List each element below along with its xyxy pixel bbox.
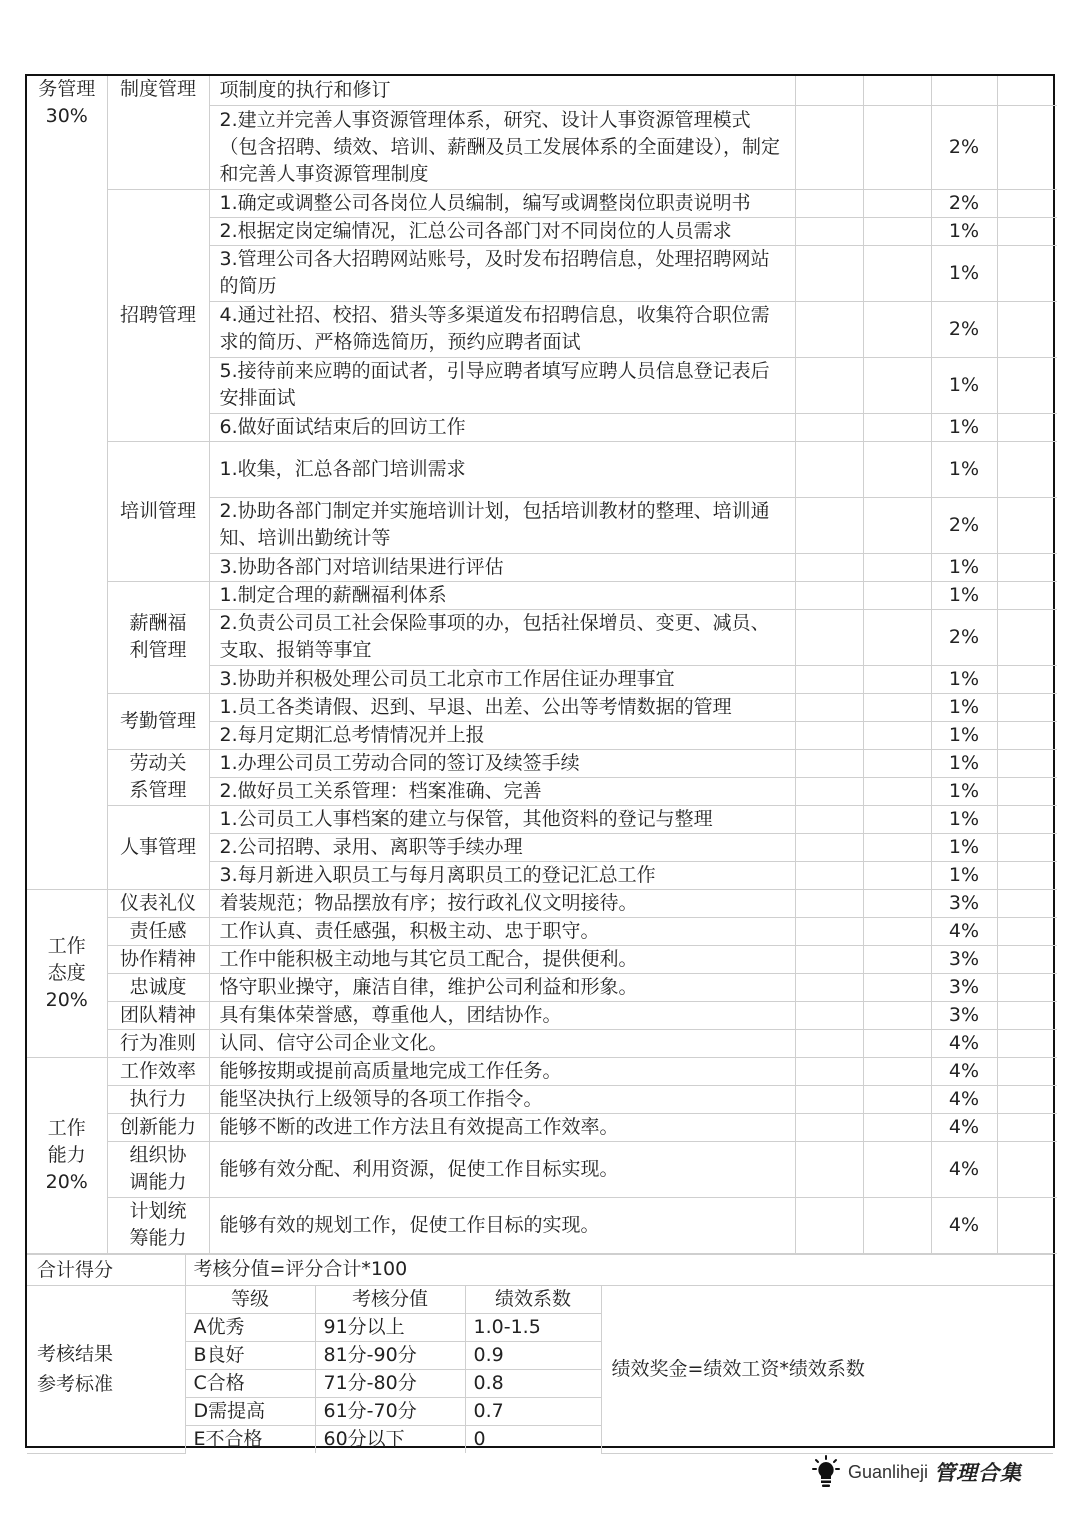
score-cell-1 [795,665,863,693]
table-row [27,693,1057,721]
weight-cell: 1% [931,749,997,777]
score-cell-2 [863,1141,931,1197]
score-cell: 91分以上 [315,1313,465,1341]
score-cell: 60分以下 [315,1425,465,1453]
weight-cell: 2% [931,497,997,553]
item-description: 着装规范；物品摆放有序；按行政礼仪文明接待。 [209,889,795,917]
score-cell-3 [997,1057,1057,1085]
weight-cell: 2% [931,189,997,217]
header-grade: 等级 [185,1285,315,1313]
score-cell-1 [795,861,863,889]
score-cell: 71分-80分 [315,1369,465,1397]
grade-cell: C合格 [185,1369,315,1397]
score-cell-2 [863,497,931,553]
item-description: 2.做好员工关系管理：档案准确、完善 [209,777,795,805]
weight-cell: 1% [931,553,997,581]
weight-cell: 1% [931,581,997,609]
item-description: 能够不断的改进工作方法且有效提高工作效率。 [209,1113,795,1141]
score-cell-1 [795,721,863,749]
subcategory-cell: 团队精神 [107,1001,209,1029]
item-description: 2.协助各部门制定并实施培训计划，包括培训教材的整理、培训通知、培训出勤统计等 [209,497,795,553]
subcategory-cell: 创新能力 [107,1113,209,1141]
score-cell-2 [863,973,931,1001]
coefficient-cell: 0.7 [465,1397,601,1425]
weight-cell: 1% [931,693,997,721]
score-cell-2 [863,441,931,497]
item-description: 2.每月定期汇总考情情况并上报 [209,721,795,749]
coefficient-cell: 0.8 [465,1369,601,1397]
item-description: 能够有效分配、利用资源，促使工作目标实现。 [209,1141,795,1197]
score-cell-1 [795,413,863,441]
score-cell-2 [863,721,931,749]
table-row [27,805,1057,833]
score-cell-1 [795,581,863,609]
weight-cell: 4% [931,1029,997,1057]
assessment-sheet [25,74,1055,1448]
coefficient-cell: 0.9 [465,1341,601,1369]
table-row [27,441,1057,497]
weight-cell: 3% [931,945,997,973]
item-description: 2.根据定岗定编情况，汇总公司各部门对不同岗位的人员需求 [209,217,795,245]
score-cell-1 [795,777,863,805]
score-cell-3 [997,609,1057,665]
total-score-label: 合计得分 [27,1254,185,1285]
weight-cell: 1% [931,357,997,413]
score-cell-1 [795,497,863,553]
score-cell-2 [863,1029,931,1057]
score-cell-3 [997,833,1057,861]
score-cell-3 [997,693,1057,721]
score-cell-2 [863,945,931,973]
score-cell-3 [997,413,1057,441]
score-cell-3 [997,581,1057,609]
score-cell-3 [997,189,1057,217]
weight-cell: 1% [931,721,997,749]
bonus-formula: 绩效奖金=绩效工资*绩效系数 [601,1285,1053,1453]
table-row [27,749,1057,777]
score-cell-1 [795,217,863,245]
score-cell-2 [863,1113,931,1141]
item-description: 工作认真、责任感强，积极主动、忠于职守。 [209,917,795,945]
score-cell-3 [997,357,1057,413]
weight-cell: 4% [931,1085,997,1113]
score-cell-1 [795,833,863,861]
weight-cell: 1% [931,665,997,693]
item-description: 3.协助各部门对培训结果进行评估 [209,553,795,581]
score-cell-1 [795,889,863,917]
score-cell-2 [863,889,931,917]
table-row [27,917,1057,945]
weight-cell: 1% [931,805,997,833]
subcategory-cell: 劳动关 系管理 [107,749,209,805]
item-description: 3.每月新进入职员工与每月离职员工的登记汇总工作 [209,861,795,889]
score-cell-1 [795,945,863,973]
weight-cell: 1% [931,833,997,861]
score-cell-1 [795,1197,863,1253]
score-cell-3 [997,945,1057,973]
subcategory-cell: 行为准则 [107,1029,209,1057]
brand-name-en: Guanliheji [848,1461,929,1482]
score-cell-1 [795,105,863,189]
category-cell: 工作 能力 20% [27,1057,107,1253]
score-cell-2 [863,553,931,581]
score-cell-2 [863,777,931,805]
score-cell-3 [997,665,1057,693]
item-description: 3.协助并积极处理公司员工北京市工作居住证办理事宜 [209,665,795,693]
table-row [27,581,1057,609]
score-cell-3 [997,889,1057,917]
grade-cell: A优秀 [185,1313,315,1341]
weight-cell [931,76,997,105]
weight-cell: 3% [931,973,997,1001]
table-row [27,1057,1057,1085]
category-cell: 务管理 30% [27,76,107,889]
score-cell-1 [795,609,863,665]
score-cell-2 [863,189,931,217]
score-cell-1 [795,693,863,721]
score-cell-1 [795,1113,863,1141]
score-cell-1 [795,441,863,497]
table-row [27,1197,1057,1253]
table-row [27,1113,1057,1141]
score-cell-2 [863,609,931,665]
score-cell-3 [997,76,1057,105]
weight-cell: 1% [931,777,997,805]
item-description: 4.通过社招、校招、猎头等多渠道发布招聘信息，收集符合职位需求的简历、严格筛选简历，预约应聘者面试 [209,301,795,357]
score-cell-1 [795,973,863,1001]
weight-cell: 1% [931,861,997,889]
score-cell-1 [795,76,863,105]
footer-brand [812,1454,1022,1490]
score-cell-1 [795,245,863,301]
item-description: 具有集体荣誉感，尊重他人，团结协作。 [209,1001,795,1029]
score-cell: 61分-70分 [315,1397,465,1425]
score-cell-1 [795,553,863,581]
subcategory-cell: 工作效率 [107,1057,209,1085]
weight-cell: 4% [931,1141,997,1197]
score-cell-3 [997,805,1057,833]
score-cell-1 [795,917,863,945]
brand-name-cn: 管理合集 [934,1460,1023,1485]
subcategory-cell: 协作精神 [107,945,209,973]
item-description: 1.办理公司员工劳动合同的签订及续签手续 [209,749,795,777]
subcategory-cell: 招聘管理 [107,189,209,441]
score-cell-3 [997,777,1057,805]
score-cell-2 [863,245,931,301]
score-cell-2 [863,301,931,357]
score-cell-3 [997,217,1057,245]
kpi-table [27,76,1057,1254]
score-cell-3 [997,1197,1057,1253]
weight-cell: 1% [931,413,997,441]
score-cell-1 [795,749,863,777]
grade-cell: E不合格 [185,1425,315,1453]
score-cell-1 [795,1001,863,1029]
lightbulb-icon [812,1455,840,1489]
table-row [27,1141,1057,1197]
score-cell-3 [997,861,1057,889]
grade-cell: D需提高 [185,1397,315,1425]
table-row [27,189,1057,217]
score-cell-2 [863,917,931,945]
grade-cell: B良好 [185,1341,315,1369]
score-cell-2 [863,693,931,721]
score-cell-2 [863,1001,931,1029]
weight-cell: 1% [931,245,997,301]
weight-cell: 4% [931,1113,997,1141]
score-cell-3 [997,1113,1057,1141]
item-description: 2.负责公司员工社会保险事项的办，包括社保增员、变更、减员、支取、报销等事宜 [209,609,795,665]
table-row [27,1085,1057,1113]
item-description: 工作中能积极主动地与其它员工配合，提供便利。 [209,945,795,973]
score-cell-1 [795,1085,863,1113]
score-cell: 81分-90分 [315,1341,465,1369]
subcategory-cell: 执行力 [107,1085,209,1113]
score-cell-2 [863,581,931,609]
subcategory-cell: 薪酬福 利管理 [107,581,209,693]
subcategory-cell: 考勤管理 [107,693,209,749]
item-description: 能坚决执行上级领导的各项工作指令。 [209,1085,795,1113]
score-cell-3 [997,721,1057,749]
subcategory-cell: 组织协 调能力 [107,1141,209,1197]
subcategory-cell: 制度管理 [107,76,209,189]
score-cell-3 [997,917,1057,945]
weight-cell: 4% [931,1057,997,1085]
item-description: 1.制定合理的薪酬福利体系 [209,581,795,609]
score-cell-3 [997,1141,1057,1197]
score-cell-3 [997,497,1057,553]
subcategory-cell: 责任感 [107,917,209,945]
item-description: 项制度的执行和修订 [209,76,795,105]
score-cell-3 [997,301,1057,357]
coefficient-cell: 1.0-1.5 [465,1313,601,1341]
item-description: 6.做好面试结束后的回访工作 [209,413,795,441]
subcategory-cell: 忠诚度 [107,973,209,1001]
table-row [27,1001,1057,1029]
result-table [27,1254,1053,1454]
weight-cell: 2% [931,105,997,189]
score-cell-2 [863,833,931,861]
weight-cell: 1% [931,441,997,497]
weight-cell: 2% [931,609,997,665]
total-score-formula: 考核分值=评分合计*100 [185,1254,1053,1285]
subcategory-cell: 人事管理 [107,805,209,889]
score-cell-2 [863,357,931,413]
score-cell-3 [997,1001,1057,1029]
score-cell-2 [863,1085,931,1113]
weight-cell: 3% [931,1001,997,1029]
score-cell-1 [795,357,863,413]
weight-cell: 4% [931,1197,997,1253]
item-description: 1.收集，汇总各部门培训需求 [209,441,795,497]
subcategory-cell: 培训管理 [107,441,209,581]
header-score: 考核分值 [315,1285,465,1313]
weight-cell: 2% [931,301,997,357]
score-cell-3 [997,105,1057,189]
score-cell-1 [795,189,863,217]
item-description: 1.公司员工人事档案的建立与保管，其他资料的登记与整理 [209,805,795,833]
score-cell-1 [795,1057,863,1085]
item-description: 2.公司招聘、录用、离职等手续办理 [209,833,795,861]
score-cell-2 [863,217,931,245]
item-description: 5.接待前来应聘的面试者，引导应聘者填写应聘人员信息登记表后安排面试 [209,357,795,413]
item-description: 认同、信守公司企业文化。 [209,1029,795,1057]
weight-cell: 1% [931,217,997,245]
score-cell-1 [795,1029,863,1057]
score-cell-3 [997,553,1057,581]
item-description: 1.员工各类请假、迟到、早退、出差、公出等考情数据的管理 [209,693,795,721]
weight-cell: 4% [931,917,997,945]
score-cell-3 [997,973,1057,1001]
weight-cell: 3% [931,889,997,917]
item-description: 能够按期或提前高质量地完成工作任务。 [209,1057,795,1085]
item-description: 能够有效的规划工作，促使工作目标的实现。 [209,1197,795,1253]
item-description: 恪守职业操守，廉洁自律，维护公司利益和形象。 [209,973,795,1001]
table-row [27,889,1057,917]
score-cell-1 [795,1141,863,1197]
score-cell-2 [863,861,931,889]
score-cell-2 [863,413,931,441]
score-cell-2 [863,805,931,833]
score-cell-2 [863,76,931,105]
coefficient-cell: 0 [465,1425,601,1453]
table-row [27,945,1057,973]
category-cell: 工作 态度 20% [27,889,107,1057]
score-cell-2 [863,749,931,777]
table-row [27,1029,1057,1057]
score-cell-2 [863,665,931,693]
score-cell-3 [997,749,1057,777]
table-row [27,76,1057,105]
score-cell-2 [863,1057,931,1085]
score-cell-1 [795,301,863,357]
reference-label: 考核结果 参考标准 [27,1285,185,1453]
subcategory-cell: 计划统 筹能力 [107,1197,209,1253]
score-cell-1 [795,805,863,833]
item-description: 2.建立并完善人事资源管理体系，研究、设计人事资源管理模式（包含招聘、绩效、培训、薪酬及员工发展体系的全面建设），制定和完善人事资源管理制度 [209,105,795,189]
header-coefficient: 绩效系数 [465,1285,601,1313]
score-cell-3 [997,441,1057,497]
score-cell-3 [997,245,1057,301]
score-cell-3 [997,1029,1057,1057]
score-cell-2 [863,1197,931,1253]
table-row [27,973,1057,1001]
item-description: 3.管理公司各大招聘网站账号，及时发布招聘信息，处理招聘网站的简历 [209,245,795,301]
score-cell-2 [863,105,931,189]
score-cell-3 [997,1085,1057,1113]
item-description: 1.确定或调整公司各岗位人员编制，编写或调整岗位职责说明书 [209,189,795,217]
subcategory-cell: 仪表礼仪 [107,889,209,917]
